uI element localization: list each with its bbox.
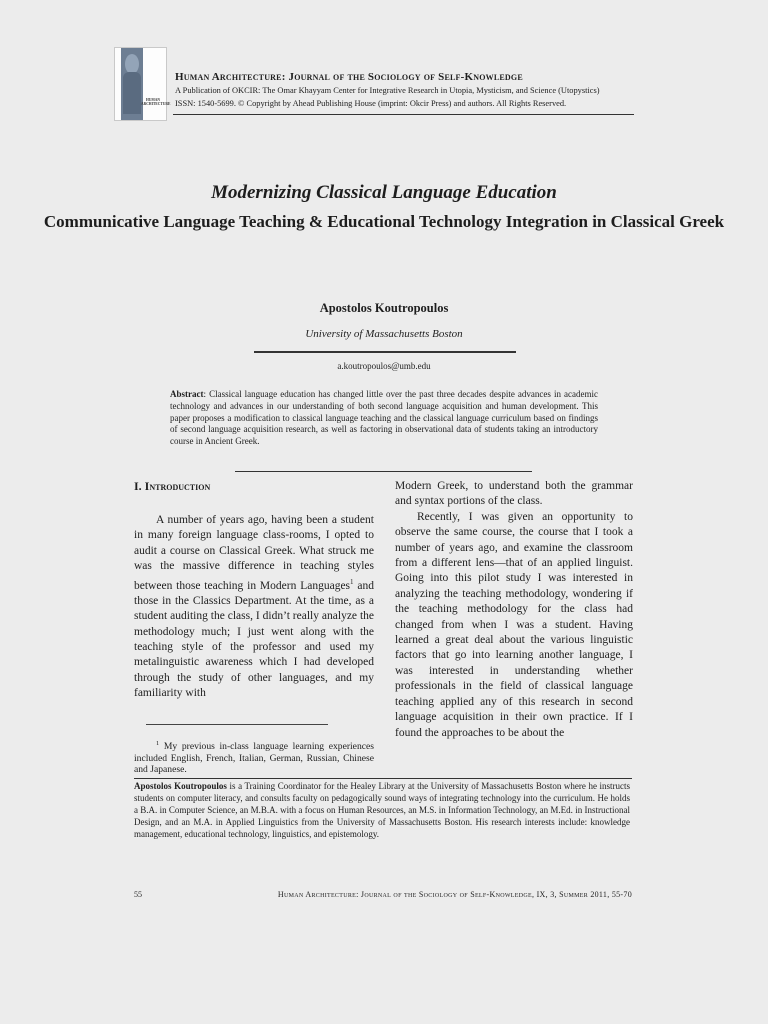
author-affiliation: University of Massachusetts Boston	[305, 328, 463, 340]
abstract-label: Abstract	[170, 389, 204, 399]
footnote-ref[interactable]: 1	[350, 577, 354, 586]
abstract	[170, 389, 598, 448]
abstract-text: : Classical language education has changed little over the past three decades despite advances in academic technology and advances in our understanding of both second language acquisition and human development. This paper proposes a modification to classical language teaching and the classical language curriculum based on findings of second language acquisition research, as well as factoring in observational data of students taking an introductory course in Ancient Greek.	[170, 389, 598, 447]
section-heading: I. Introduction	[134, 479, 211, 493]
right-paragraph-1: Modern Greek, to understand both the grammar and syntax portions of the class.	[395, 480, 633, 508]
intro-text-part2: and those in the Classics Department. At the time, as a student auditing the class, I didn’t really analyze the methodology much; I just went along with the teaching style of the professor and used my metalinguistic awareness which I had developed through the study of other languages, and my familiarity with	[134, 579, 374, 700]
abstract-rule	[235, 471, 532, 472]
header-rule	[173, 114, 634, 115]
bio-name: Apostolos Koutropoulos	[134, 781, 227, 791]
author-bio	[134, 781, 630, 841]
intro-text-part1: A number of years ago, having been a student in many foreign language class-rooms, I opted to audit a course on Classical Greek. What struck me was the massive difference in teaching styles between those teaching in Modern Languages	[134, 514, 374, 592]
bio-text: is a Training Coordinator for the Healey Library at the University of Massachusetts Boston where he instructs students on computer literacy, and consults faculty on pedagogically sound ways of integrating technology into the curriculum. He holds a B.A. in Computer Science, an M.B.A. with a focus on Human Resources, an M.S. in Information Technology, an M.Ed. in Instructional Design, and an M.A. in Applied Linguistics from the University of Massachusetts Boston. His research interests include: knowledge management, educational technology, linguistics, and epistemology.	[134, 781, 631, 839]
journal-issn-line: ISSN: 1540-5699. © Copyright by Ahead Publishing House (imprint: Okcir Press) and authors. All Rights Reserved.	[175, 99, 567, 108]
journal-logo	[114, 47, 171, 121]
journal-title: Human Architecture: Journal of the Sociology of Self-Knowledge	[175, 71, 523, 83]
author-name: Apostolos Koutropoulos	[319, 301, 449, 315]
affiliation-rule	[254, 351, 516, 353]
right-paragraph-2: Recently, I was given an opportunity to observe the same course, the course that I took a number of years ago, and examine the classroom from a different lens—that of an applied linguist. Going into this pilot study I was interested in analyzing the teaching methodology, wondering if the teaching methodology for the class had changed from when I was a student. Having learned a great deal about the various linguistic factors that go into learning another language, I was interested in understanding whether professionals in the field of classical language teaching applied any of this research in second language acquisition in their own practice. If I found the approaches to be about the	[395, 510, 633, 739]
running-head: Human Architecture: Journal of the Sociology of Self-Knowledge, IX, 3, Summer 2011, 55-70	[277, 890, 632, 899]
footnote-number: 1	[156, 740, 160, 747]
page-number: 55	[134, 890, 142, 899]
bio-rule	[134, 778, 632, 779]
author-email[interactable]: a.koutropoulos@umb.edu	[337, 361, 431, 371]
article-subtitle: Communicative Language Teaching & Educational Technology Integration in Classical Greek	[43, 212, 725, 231]
logo-figure-head	[125, 54, 139, 74]
left-column	[134, 513, 374, 702]
journal-publication-line: A Publication of OKCIR: The Omar Khayyam Center for Integrative Research in Utopia, Mysticism, and Science (Utopystics)	[175, 86, 600, 95]
article-title: Modernizing Classical Language Education	[211, 182, 557, 203]
intro-paragraph	[134, 513, 374, 702]
logo-figure-body	[123, 72, 141, 114]
footnote-text: My previous in-class language learning experiences included English, French, Italian, German, Russian, Chinese and Japanese.	[134, 741, 374, 775]
logo-text: HUMAN ARCHITECTURE	[141, 98, 171, 106]
footnote-rule	[146, 724, 328, 725]
footnote	[134, 738, 374, 775]
right-column	[395, 479, 633, 741]
